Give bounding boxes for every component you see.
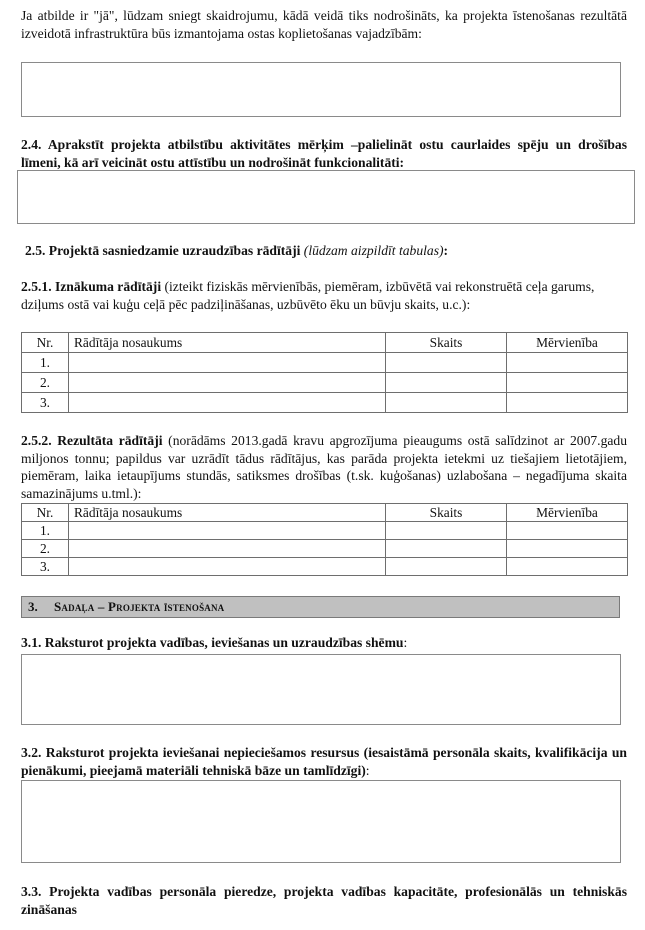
- question-2-5-2-description: (norādāms 2013.gadā kravu apgrozījuma pieaugums ostā salīdzinot ar 2007.gadu miljonos tonnu; papildus var uzrādīt tādus rādītājus, kas parāda projekta ietekmi uz tiešajiem lietotājiem, piemēram, laika ietaupījums stundās, satiksmes drošības (t.sk. kuģošanas) uzlabošana – negadījuma skaita samazinājums u.tml.):: [21, 433, 627, 501]
- count-cell[interactable]: [386, 540, 507, 558]
- question-2-5-2: [21, 432, 627, 502]
- row-number: 3.: [22, 558, 69, 576]
- question-3-2-label: 3.2. Raksturot projekta ieviešanai nepieciešamos resursus (iesaistāmā personāla skaits, kvalifikācija un pienākumi, pieejamā materiāli tehniskā bāze un tamlīdzīgi): [21, 745, 627, 778]
- table-row: [22, 393, 628, 413]
- table-row: [22, 373, 628, 393]
- question-3-2: [21, 744, 627, 779]
- row-number: 1.: [22, 353, 69, 373]
- indicator-name-cell[interactable]: [69, 353, 386, 373]
- count-cell[interactable]: [386, 353, 507, 373]
- table-row: [22, 353, 628, 373]
- section-3-number: 3.: [28, 599, 38, 614]
- intro-answer-field[interactable]: [21, 62, 621, 117]
- question-3-1-label: 3.1. Raksturot projekta vadības, ieviešanas un uzraudzības shēmu: [21, 635, 404, 650]
- answer-2-4-field[interactable]: [17, 170, 635, 224]
- question-2-5-label: 2.5. Projektā sasniedzamie uzraudzības rādītāji: [25, 243, 301, 258]
- question-3-1: [21, 634, 627, 652]
- header-nr: Nr.: [22, 333, 69, 353]
- unit-cell[interactable]: [507, 540, 628, 558]
- count-cell[interactable]: [386, 522, 507, 540]
- indicator-name-cell[interactable]: [69, 558, 386, 576]
- table-row: [22, 558, 628, 576]
- section-3-header: [21, 596, 620, 618]
- question-2-5-suffix: :: [443, 243, 449, 258]
- question-2-5-1-label: 2.5.1. Iznākuma rādītāji: [21, 279, 162, 294]
- header-unit: Mērvienība: [507, 504, 628, 522]
- answer-3-1-field[interactable]: [21, 654, 621, 725]
- table-header-row: [22, 333, 628, 353]
- indicator-name-cell[interactable]: [69, 373, 386, 393]
- output-indicators-table: [21, 332, 628, 413]
- answer-3-2-field[interactable]: [21, 780, 621, 863]
- unit-cell[interactable]: [507, 353, 628, 373]
- section-3-title: Sadaļa – Projekta īstenošana: [54, 599, 225, 614]
- row-number: 1.: [22, 522, 69, 540]
- header-count: Skaits: [386, 504, 507, 522]
- header-unit: Mērvienība: [507, 333, 628, 353]
- row-number: 3.: [22, 393, 69, 413]
- unit-cell[interactable]: [507, 558, 628, 576]
- intro-question: [21, 7, 627, 42]
- count-cell[interactable]: [386, 558, 507, 576]
- intro-question-text: Ja atbilde ir "jā", lūdzam sniegt skaidrojumu, kādā veidā tiks nodrošināts, ka projekta īstenošanas rezultātā izveidotā infrastruktūra būs izmantojama ostas koplietošanas vajadzībām:: [21, 8, 627, 41]
- result-indicators-table: [21, 503, 628, 576]
- indicator-name-cell[interactable]: [69, 393, 386, 413]
- question-2-5-2-label: 2.5.2. Rezultāta rādītāji: [21, 433, 163, 448]
- question-3-3-label: 3.3. Projekta vadības personāla pieredze, projekta vadības kapacitāte, profesionālās un tehniskās zināšanas: [21, 884, 627, 917]
- question-2-4: [21, 136, 627, 171]
- header-nr: Nr.: [22, 504, 69, 522]
- header-count: Skaits: [386, 333, 507, 353]
- unit-cell[interactable]: [507, 373, 628, 393]
- question-3-1-suffix: :: [403, 635, 408, 650]
- question-2-5: [25, 242, 631, 260]
- question-2-5-1-description: (izteikt fiziskās mērvienībās, piemēram, izbūvētā vai rekonstruētā ceļa garums, dziļums ostā vai kuģu ceļā pēc padziļināšanas, uzbūvēto ēku un būvju skaits, u.c.):: [21, 279, 595, 312]
- unit-cell[interactable]: [507, 522, 628, 540]
- table-row: [22, 522, 628, 540]
- question-2-4-label: 2.4. Aprakstīt projekta atbilstību aktivitātes mērķim –palielināt ostu caurlaides spēju un drošības līmeni, kā arī veicināt ostu attīstību un nodrošināt funkcionalitāti:: [21, 137, 627, 170]
- question-3-2-suffix: :: [365, 762, 370, 778]
- table-row: [22, 540, 628, 558]
- count-cell[interactable]: [386, 393, 507, 413]
- table-header-row: [22, 504, 628, 522]
- header-indicator-name: Rādītāja nosaukums: [69, 504, 386, 522]
- header-indicator-name: Rādītāja nosaukums: [69, 333, 386, 353]
- count-cell[interactable]: [386, 373, 507, 393]
- row-number: 2.: [22, 373, 69, 393]
- question-2-5-note: (lūdzam aizpildīt tabulas): [303, 243, 444, 258]
- indicator-name-cell[interactable]: [69, 540, 386, 558]
- row-number: 2.: [22, 540, 69, 558]
- indicator-name-cell[interactable]: [69, 522, 386, 540]
- question-3-3: [21, 883, 627, 918]
- unit-cell[interactable]: [507, 393, 628, 413]
- question-2-5-1: [21, 278, 627, 313]
